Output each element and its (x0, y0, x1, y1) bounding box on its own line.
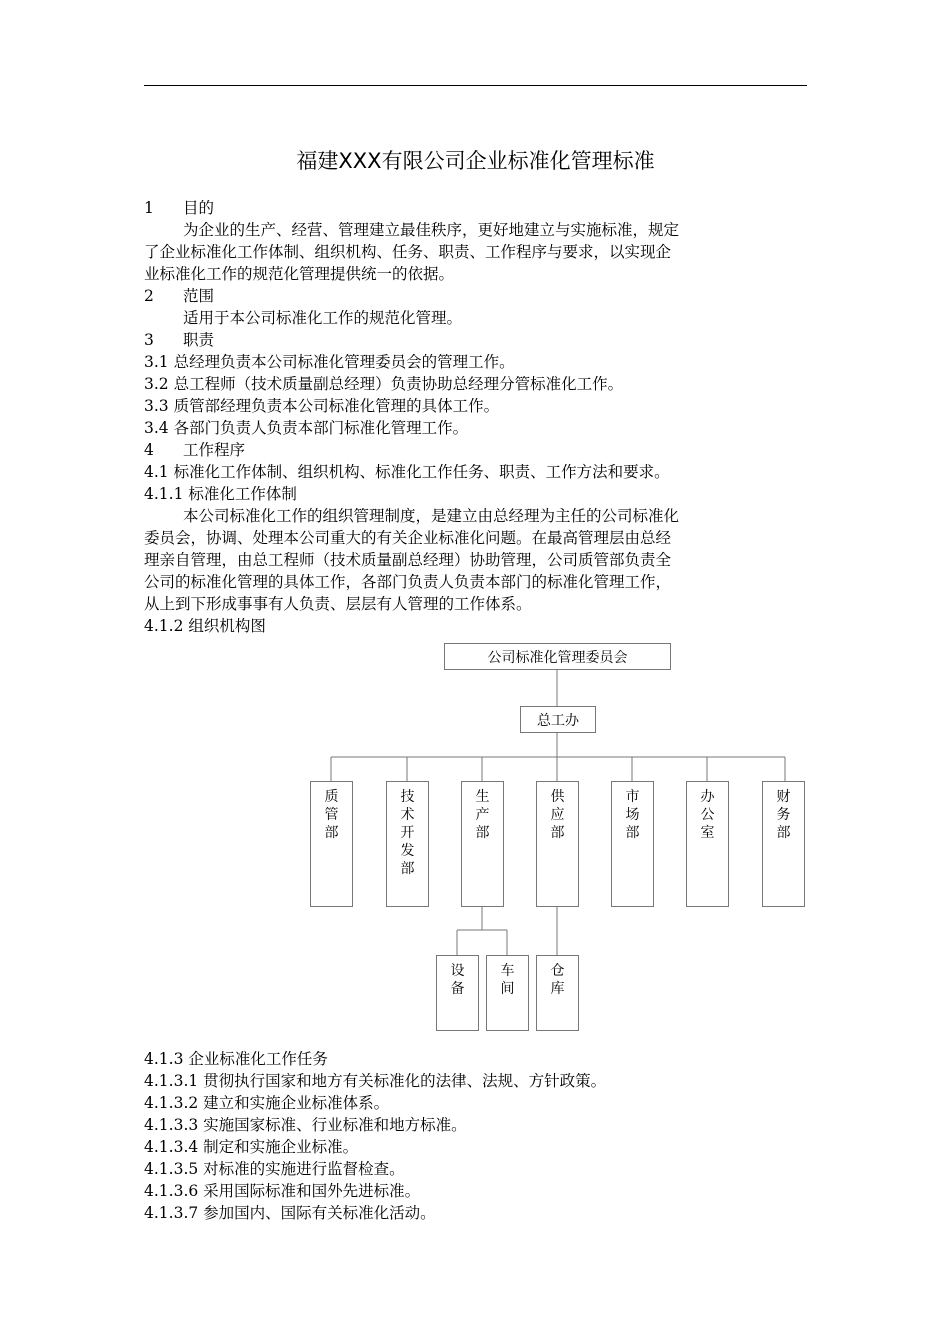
task-item: 4.1.3.3 实施国家标准、行业标准和地方标准。 (144, 1116, 467, 1134)
task-item: 4.1.3.5 对标准的实施进行监督检查。 (144, 1160, 405, 1178)
task-item: 4.1.3.4 制定和实施企业标准。 (144, 1138, 359, 1156)
subsection-4-1: 4.1 标准化工作体制、组织机构、标准化工作任务、职责、工作方法和要求。 (144, 463, 670, 481)
dept-label: 供 应 部 (550, 789, 565, 841)
dept-label: 生 产 部 (475, 789, 490, 841)
dept-label: 车 间 (500, 963, 515, 997)
task-item: 4.1.3.7 参加国内、国际有关标准化活动。 (144, 1204, 436, 1222)
org-box-workshop (486, 955, 529, 1031)
section-title: 职责 (183, 331, 215, 349)
duty-item: 3.4 各部门负责人负责本部门标准化管理工作。 (144, 419, 469, 437)
dept-label: 办 公 室 (700, 789, 715, 841)
system-para-line: 公司的标准化管理的具体工作，各部门负责人负责本部门的标准化管理工作， (144, 573, 672, 591)
section-title: 范围 (183, 287, 215, 305)
org-box-committee: 公司标准化管理委员会 (444, 643, 671, 670)
org-box-chief-office: 总工办 (520, 706, 596, 733)
org-box-supply-dept (536, 781, 579, 907)
section-1-para-line: 为企业的生产、经营、管理建立最佳秩序，更好地建立与实施标准，规定 (183, 221, 680, 239)
dept-label: 设 备 (450, 963, 465, 997)
duty-item: 3.1 总经理负责本公司标准化管理委员会的管理工作。 (144, 353, 515, 371)
org-box-equipment (436, 955, 479, 1031)
dept-label: 仓 库 (550, 963, 565, 997)
dept-label: 质 管 部 (324, 789, 339, 841)
task-item: 4.1.3.2 建立和实施企业标准体系。 (144, 1094, 390, 1112)
subsection-4-1-2: 4.1.2 组织机构图 (144, 617, 266, 635)
org-box-warehouse (536, 955, 579, 1031)
duty-item: 3.2 总工程师（技术质量副总经理）负责协助总经理分管标准化工作。 (144, 375, 624, 393)
section-title: 目的 (183, 199, 215, 217)
dept-label: 市 场 部 (625, 789, 640, 841)
org-box-office (686, 781, 729, 907)
section-title: 工作程序 (183, 441, 246, 459)
section-number: 2 (144, 287, 154, 305)
section-number: 4 (144, 441, 154, 459)
org-box-production-dept (461, 781, 504, 907)
section-number: 1 (144, 199, 154, 217)
section-1-para-line: 了企业标准化工作体制、组织机构、任务、职责、工作程序与要求，以实现企 (144, 243, 672, 261)
task-item: 4.1.3.1 贯彻执行国家和地方有关标准化的法律、法规、方针政策。 (144, 1072, 607, 1090)
subsection-4-1-1: 4.1.1 标准化工作体制 (144, 485, 297, 503)
org-box-tech-dept (386, 781, 429, 907)
section-1-para-line: 业标准化工作的规范化管理提供统一的依据。 (144, 265, 455, 283)
system-para-line: 本公司标准化工作的组织管理制度，是建立由总经理为主任的公司标准化 (183, 507, 680, 525)
section-2-para: 适用于本公司标准化工作的规范化管理。 (183, 309, 463, 327)
section-number: 3 (144, 331, 154, 349)
dept-label: 技 术 开 发 部 (400, 789, 415, 877)
org-box-market-dept (611, 781, 654, 907)
task-item: 4.1.3.6 采用国际标准和国外先进标准。 (144, 1182, 421, 1200)
org-box-quality-dept (310, 781, 353, 907)
subsection-4-1-3: 4.1.3 企业标准化工作任务 (144, 1050, 328, 1068)
org-box-finance-dept (762, 781, 805, 907)
document-title: 福建XXX有限公司企业标准化管理标准 (296, 149, 655, 173)
dept-label: 财 务 部 (776, 789, 791, 841)
duty-item: 3.3 质管部经理负责本公司标准化管理的具体工作。 (144, 397, 500, 415)
system-para-line: 理亲自管理，由总工程师（技术质量副总经理）协助管理，公司质管部负责全 (144, 551, 672, 569)
system-para-line: 委员会，协调、处理本公司重大的有关企业标准化问题。在最高管理层由总经 (144, 529, 672, 547)
system-para-line: 从上到下形成事事有人负责、层层有人管理的工作体系。 (144, 595, 532, 613)
